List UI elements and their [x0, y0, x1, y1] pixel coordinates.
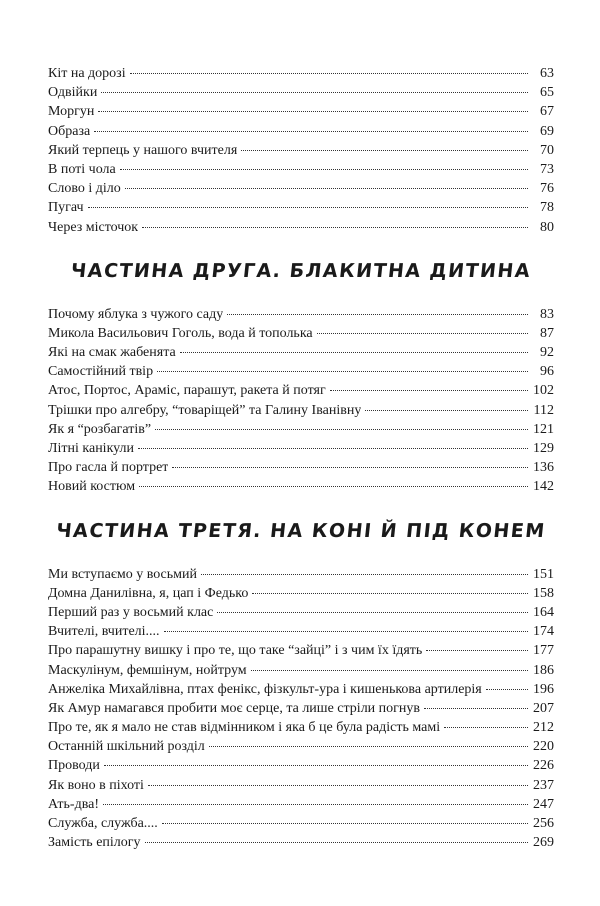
dot-leader: [241, 150, 528, 151]
dot-leader: [486, 689, 528, 690]
toc-entry[interactable]: [48, 362, 554, 381]
dot-leader: [130, 73, 528, 74]
toc-entry-page-number: 63: [540, 66, 554, 81]
toc-entry-page-number: 220: [533, 739, 554, 755]
dot-leader: [139, 486, 528, 487]
dot-leader: [148, 785, 528, 786]
dot-leader: [94, 131, 528, 132]
toc-entry-page-number: 102: [533, 383, 554, 399]
toc-entry[interactable]: [48, 718, 554, 737]
toc-entry-title: Маскулінум, фемшінум, нойтрум: [48, 662, 247, 678]
dot-leader: [157, 371, 528, 372]
toc-entry[interactable]: [48, 776, 554, 795]
toc-entry-title: Через місточок: [48, 219, 139, 235]
toc-entry[interactable]: [48, 420, 554, 439]
toc-entry[interactable]: [48, 477, 554, 496]
toc-entry-title: Новий костюм: [48, 479, 136, 495]
toc-entry[interactable]: [48, 64, 554, 83]
toc-entry-title: Як воно в піхоті: [48, 777, 144, 793]
toc-entry-page-number: 164: [533, 604, 554, 620]
toc-entry[interactable]: [48, 401, 554, 420]
dot-leader: [365, 410, 528, 411]
toc-entry-page-number: 207: [533, 700, 554, 716]
dot-leader: [104, 765, 528, 766]
dot-leader: [155, 429, 528, 430]
dot-leader: [201, 574, 528, 575]
toc-entry[interactable]: [48, 381, 554, 400]
toc-entry-page-number: 247: [533, 796, 554, 812]
dot-leader: [252, 593, 528, 594]
toc-entry[interactable]: [48, 622, 554, 641]
toc-entry-title: Домна Данилівна, я, цап і Федько: [48, 585, 249, 601]
toc-part3-list: [48, 565, 554, 853]
dot-leader: [227, 314, 528, 315]
dot-leader: [162, 823, 528, 824]
toc-entry[interactable]: [48, 305, 554, 324]
toc-part1-list: [48, 64, 554, 237]
toc-entry[interactable]: [48, 439, 554, 458]
toc-entry[interactable]: [48, 641, 554, 660]
toc-entry[interactable]: [48, 661, 554, 680]
toc-entry[interactable]: [48, 160, 554, 179]
toc-entry-title: Літні канікули: [48, 441, 135, 456]
toc-entry-page-number: 65: [540, 85, 554, 101]
toc-entry-page-number: 142: [533, 479, 554, 495]
toc-entry-page-number: 212: [533, 720, 554, 736]
toc-entry-title: Образа: [48, 123, 91, 139]
toc-entry-title: В поті чола: [48, 161, 116, 177]
toc-entry-page-number: 112: [533, 402, 554, 418]
dot-leader: [145, 842, 528, 843]
toc-entry[interactable]: [48, 218, 554, 237]
dot-leader: [209, 746, 528, 747]
dot-leader: [103, 804, 528, 805]
toc-entry[interactable]: [48, 565, 554, 584]
dot-leader: [101, 92, 528, 93]
dot-leader: [172, 467, 528, 468]
toc-entry-page-number: 186: [533, 662, 554, 678]
toc-entry[interactable]: [48, 603, 554, 622]
toc-entry[interactable]: [48, 699, 554, 718]
toc-part2-list: [48, 305, 554, 497]
toc-entry-page-number: 83: [540, 306, 554, 322]
dot-leader: [251, 670, 528, 671]
toc-entry-page-number: 237: [533, 777, 554, 793]
toc-entry-title: Трішки про алгебру, “товаріщей” та Галину Іванівну: [48, 402, 362, 418]
toc-entry-title: Про парашутну вишку і про те, що таке “зайці” і з чим їх їдять: [48, 643, 423, 659]
dot-leader: [120, 169, 528, 170]
toc-entry-title: Про гасла й портрет: [48, 460, 169, 476]
toc-entry-title: Як Амур намагався пробити моє серце, та лише стріли погнув: [48, 700, 421, 716]
toc-entry-page-number: 226: [533, 758, 554, 774]
dot-leader: [217, 612, 528, 613]
toc-entry-page-number: 73: [540, 161, 554, 177]
toc-entry-title: Про те, як я мало не став відмінником і яка б це була радість мамі: [48, 720, 441, 736]
toc-entry[interactable]: [48, 737, 554, 756]
toc-entry-page-number: 80: [540, 219, 554, 235]
toc-entry-title: Микола Васильович Гоголь, вода й тополька: [48, 325, 313, 341]
toc-entry-page-number: 151: [533, 566, 554, 582]
toc-entry-title: Ми вступаємо у восьмий: [48, 566, 197, 582]
toc-entry[interactable]: [48, 814, 554, 833]
section-heading-part3: ЧАСТИНА ТРЕТЯ. НА КОНІ Й ПІД КОНЕМ: [55, 519, 547, 542]
toc-entry[interactable]: [48, 756, 554, 775]
toc-entry-page-number: 158: [533, 585, 554, 601]
toc-entry-title: Моргун: [48, 104, 95, 120]
toc-entry-page-number: 92: [540, 345, 554, 361]
toc-entry-page-number: 96: [540, 364, 554, 380]
dot-leader: [317, 333, 528, 334]
dot-leader: [88, 207, 528, 208]
toc-entry-title: Одвійки: [48, 85, 98, 101]
toc-entry-title: Проводи: [48, 758, 100, 774]
table-of-contents: [48, 64, 554, 852]
toc-entry[interactable]: [48, 680, 554, 699]
toc-entry[interactable]: [48, 584, 554, 603]
toc-entry-page-number: 129: [533, 441, 554, 456]
toc-entry-page-number: 78: [540, 200, 554, 216]
toc-entry-page-number: 269: [533, 835, 554, 851]
dot-leader: [424, 708, 528, 709]
toc-entry[interactable]: [48, 179, 554, 198]
toc-entry-page-number: 136: [533, 460, 554, 476]
toc-entry-page-number: 174: [533, 624, 554, 640]
toc-entry-title: Останній шкільний розділ: [48, 739, 205, 755]
dot-leader: [180, 352, 528, 353]
toc-entry-page-number: 196: [533, 681, 554, 697]
toc-entry-title: Кіт на дорозі: [48, 66, 126, 81]
toc-entry[interactable]: [48, 83, 554, 102]
toc-entry-page-number: 121: [533, 421, 554, 437]
toc-entry-title: Ать-два!: [48, 796, 100, 812]
dot-leader: [164, 631, 528, 632]
dot-leader: [142, 227, 528, 228]
toc-entry-page-number: 69: [540, 123, 554, 139]
toc-entry[interactable]: [48, 343, 554, 362]
toc-entry-page-number: 256: [533, 816, 554, 831]
toc-entry[interactable]: [48, 324, 554, 343]
toc-entry-page-number: 67: [540, 104, 554, 120]
dot-leader: [330, 390, 528, 391]
toc-entry[interactable]: [48, 102, 554, 121]
toc-entry[interactable]: [48, 122, 554, 141]
toc-entry-title: Вчителі, вчителі....: [48, 624, 160, 640]
toc-entry-page-number: 76: [540, 181, 554, 197]
dot-leader: [125, 188, 528, 189]
toc-entry-title: Пугач: [48, 200, 84, 216]
toc-entry-title: Самостійний твір: [48, 364, 154, 380]
toc-entry[interactable]: [48, 833, 554, 852]
toc-entry-title: Який терпець у нашого вчителя: [48, 142, 238, 158]
toc-entry-page-number: 177: [533, 643, 554, 659]
toc-entry-title: Перший раз у восьмий клас: [48, 604, 214, 620]
dot-leader: [98, 111, 528, 112]
toc-entry[interactable]: [48, 141, 554, 160]
toc-entry-page-number: 87: [540, 325, 554, 341]
toc-entry[interactable]: [48, 198, 554, 217]
toc-entry-title: Служба, служба....: [48, 816, 158, 831]
toc-entry-title: Які на смак жабенята: [48, 345, 176, 361]
toc-entry-title: Замість епілогу: [48, 835, 141, 851]
toc-entry-title: Як я “розбагатів”: [48, 421, 152, 437]
toc-entry-page-number: 70: [540, 142, 554, 158]
dot-leader: [138, 448, 528, 449]
toc-entry-title: Слово і діло: [48, 181, 121, 197]
toc-entry[interactable]: [48, 795, 554, 814]
toc-entry-title: Атос, Портос, Араміс, парашут, ракета й потяг: [48, 383, 326, 399]
toc-entry[interactable]: [48, 458, 554, 477]
section-heading-part2: ЧАСТИНА ДРУГА. БЛАКИТНА ДИТИНА: [69, 259, 533, 282]
toc-entry-title: Анжеліка Михайлівна, птах фенікс, фізкульт-ура і кишенькова артилерія: [48, 681, 482, 697]
toc-entry-title: Почому яблука з чужого саду: [48, 306, 224, 322]
dot-leader: [426, 650, 528, 651]
dot-leader: [444, 727, 528, 728]
